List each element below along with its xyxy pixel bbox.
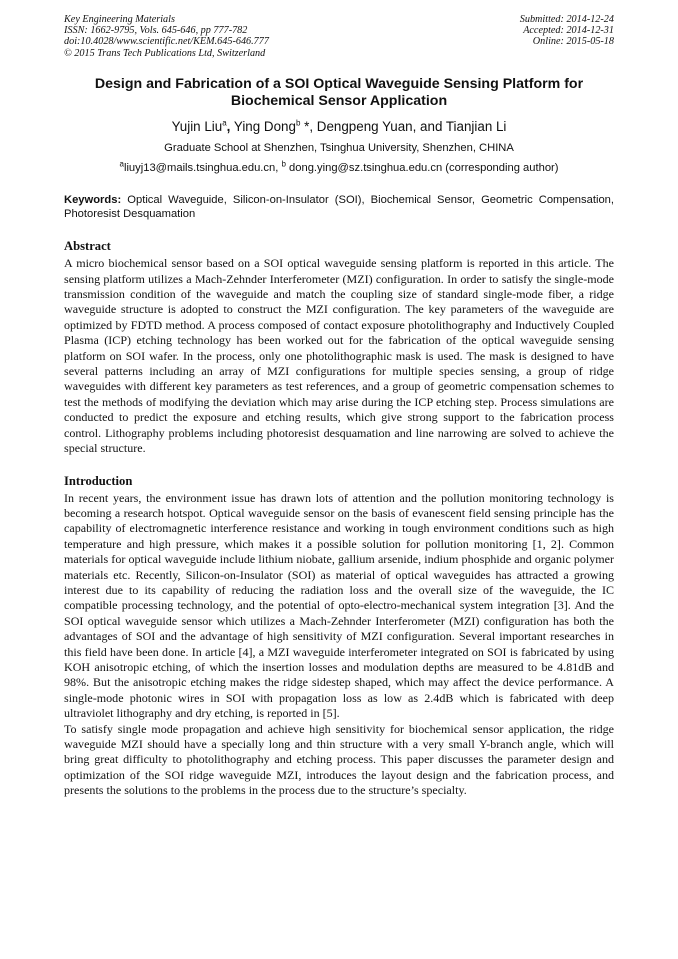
journal-copyright: © 2015 Trans Tech Publications Ltd, Switzerland: [64, 47, 266, 59]
author-2-affil-mark: b: [295, 118, 301, 128]
journal-doi: doi:10.4028/www.scientific.net/KEM.645-646.777: [64, 36, 269, 48]
email-b-mark: b: [281, 159, 286, 169]
journal-issn: ISSN: 1662-9795, Vols. 645-646, pp 777-782: [64, 25, 248, 37]
keywords: [64, 193, 614, 221]
date-accepted: Accepted: 2014-12-31: [523, 25, 614, 37]
author-1-name: Yujin Liu: [171, 118, 223, 134]
publication-dates: [520, 14, 614, 59]
corresponding-mark: *: [304, 118, 310, 134]
email-b: dong.ying@sz.tsinghua.edu.cn (corresponding author): [289, 161, 559, 174]
journal-header: [64, 14, 614, 59]
abstract-text: A micro biochemical sensor based on a SOI optical waveguide sensing platform is reported in this article. The sensing platform utilizes a Mach-Zehnder Interferometer (MZI) configuration. In order to satisfy the single-mode transmission condition of the waveguide and match the coupling size of standard single-mode fiber, a ridge waveguide structure is adopted to construct the MZI configuration. The key parameters of the waveguide are optimized by FDTD method. A process composed of contact exposure photolithography and Inductively Coupled Plasma (ICP) etching technology has been worked out for the fabrication of the optical waveguide sensing platform on SOI wafer. In the process, only one photolithographic mask is used. The mask is designed to have several patterns including an array of MZI configurations for multiple species sensing, a group of ridge waveguides with different key parameters as test references, and a group of geometric compensation schemes to test the methods of modifying the deviation which may arise during the ICP etching step. Process simulations are conducted to predict the exposure and etching results, which give strong support to the fabrication process control. Lithography problems including photoresist desquamation and line narrowing are solved to achieve the special structure.: [64, 256, 614, 456]
date-online: Online: 2015-05-18: [532, 36, 614, 48]
author-1-affil-mark: a: [222, 118, 227, 128]
keywords-label: Keywords:: [64, 193, 122, 206]
email-a: liuyj13@mails.tsinghua.edu.cn,: [123, 161, 279, 174]
journal-info: [64, 14, 269, 59]
author-2-name: Ying Dong: [233, 118, 296, 134]
keywords-text: Optical Waveguide, Silicon-on-Insulator (SOI), Biochemical Sensor, Geometric Compensation, Photoresist Desquamation: [64, 193, 614, 221]
abstract-heading: Abstract: [64, 239, 111, 254]
affiliation: Graduate School at Shenzhen, Tsinghua University, Shenzhen, CHINA: [164, 141, 514, 154]
date-submitted: Submitted: 2014-12-24: [519, 14, 614, 25]
introduction-paragraph-1: In recent years, the environment issue has drawn lots of attention and the pollution monitoring technology is becoming a research hotspot. Optical waveguide sensor on the basis of evanescent field sensing principle has the capability of electromagnetic interference resistance and working in tough environment conditions such as high temperature and high pressure, which makes it a possible solution for pollution monitoring [1, 2]. Common materials for optical waveguide include lithium niobate, gallium arsenide, indium phosphide and organic polymer materials etc. Recently, Silicon-on-Insulator (SOI) as material of optical waveguides has attracted a growing interest due to its capability of reducing the radiation loss and the overall size of the waveguide, the IC compatible processing technology, and the potential of opto-electro-mechanical system integration [3]. And the SOI optical waveguide sensor which utilizes a Mach-Zehnder Interferometer (MZI) configuration has both the advantages of SOI and the advantage of high sensitivity of MZI configuration. Several important researches in this field have been done. In article [4], a MZI waveguide interferometer integrated on SOI is fabricated by using KOH anisotropic etching, of which the insertion losses and modulation depths are measured to be 4.81dB and 98%. But the anisotropic etching makes the ridge sidestep shaped, which may affect the device performance. A single-mode photonic wires in SOI with propagation loss as low as 2.4dB which is fabricated with deep ultraviolet lithography and dry etching, is reported in [5].: [64, 490, 614, 721]
introduction-heading: Introduction: [64, 473, 133, 488]
author-emails: [64, 161, 614, 175]
journal-name: Key Engineering Materials: [64, 14, 175, 25]
email-a-mark: a: [119, 159, 124, 169]
paper-page: [64, 14, 614, 799]
other-authors: Dengpeng Yuan, and Tianjian Li: [316, 118, 507, 134]
author-list: Yujin Liu$^a$, Ying Dong$^b$ *, Dengpeng Yuan, and Tianjian Li: [171, 118, 507, 134]
introduction-paragraph-2: To satisfy single mode propagation and achieve high sensitivity for biochemical sensor application, the ridge waveguide MZI should have a specially long and thin structure with a very small Y-branch angle, which will bring great difficulty to photolithography and etching process. This paper discusses the parameter design and optimization of the SOI ridge waveguide MZI, introduces the layout design and the fabrication process, and presents the solutions to the problems in the process due to the structure’s specialty.: [64, 721, 614, 798]
paper-title: Design and Fabrication of a SOI Optical Waveguide Sensing Platform for Biochemical Sensor Application: [94, 75, 584, 109]
